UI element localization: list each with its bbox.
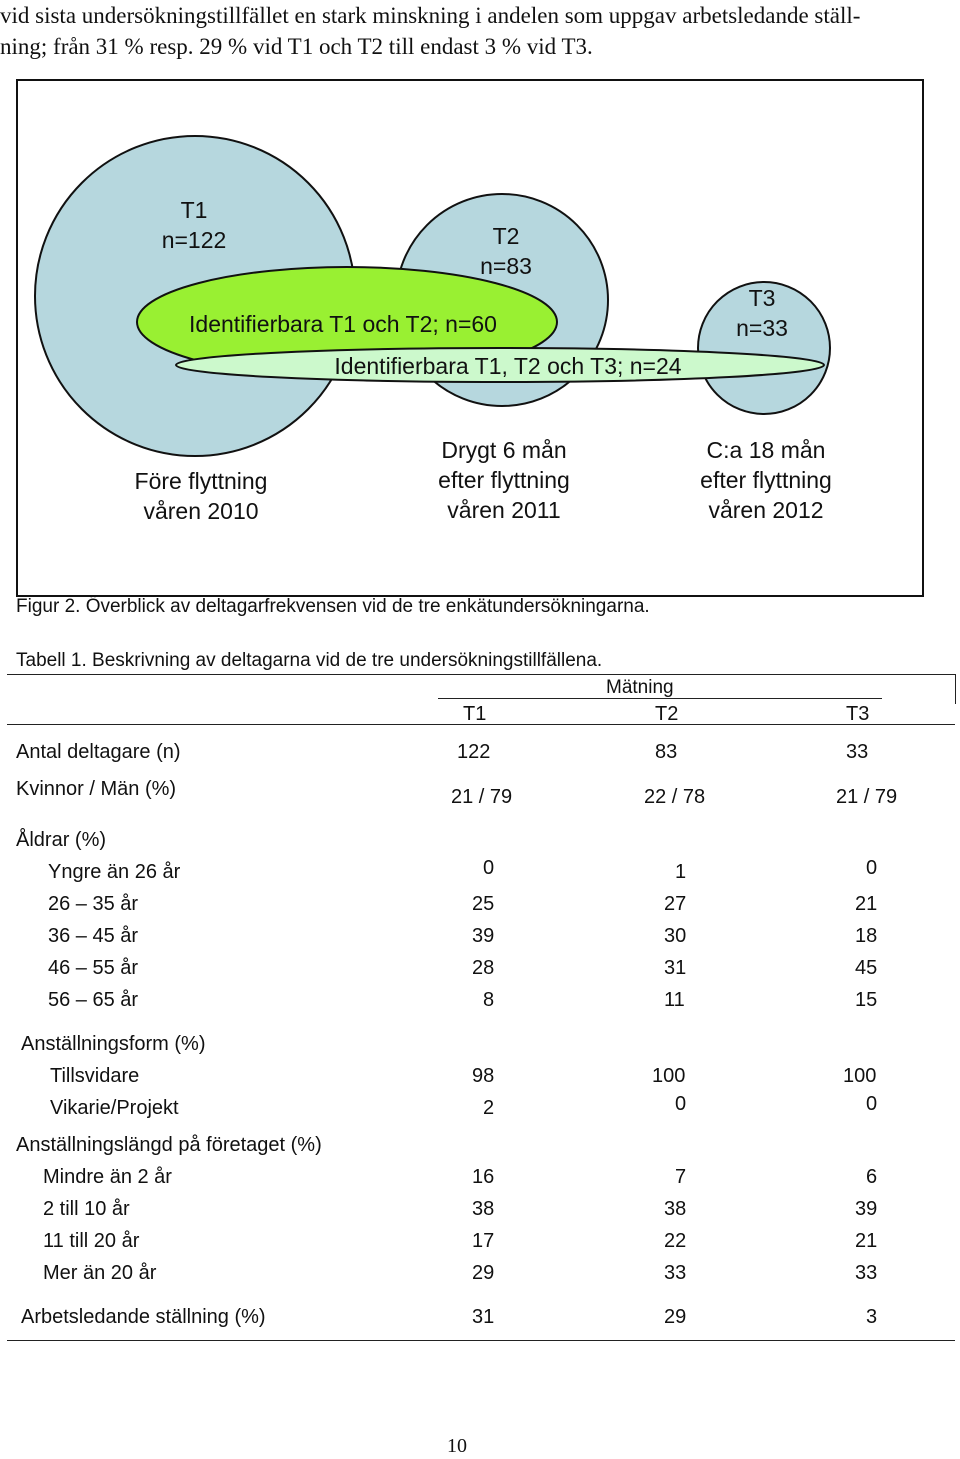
timepoint-t3-line1: C:a 18 mån — [706, 437, 826, 463]
table-caption: Tabell 1. Beskrivning av deltagarna vid de tre undersökningstillfällena. — [16, 650, 603, 671]
col-header-t2: T2 — [655, 703, 679, 725]
t2-label: T2 — [492, 223, 520, 249]
cell-t3: 21 — [855, 1230, 878, 1252]
table-bottom-rule — [7, 1340, 955, 1341]
t1-n: n=122 — [161, 227, 227, 253]
table-top-rule — [7, 674, 955, 675]
cell-t1: 29 — [472, 1262, 495, 1284]
overlap-t1-t2-label: Identifierbara T1 och T2; n=60 — [189, 311, 497, 337]
timepoint-t2-line3: våren 2011 — [447, 497, 561, 523]
cell-t3: 21 / 79 — [836, 786, 898, 808]
cell-t2: 7 — [675, 1166, 687, 1188]
cell-t1: 38 — [472, 1198, 495, 1220]
cell-t2: 100 — [652, 1065, 686, 1087]
cell-t1: 17 — [472, 1230, 495, 1252]
timepoint-t3 — [700, 437, 832, 523]
intro-paragraph — [0, 0, 960, 62]
cell-t2: 83 — [655, 741, 678, 763]
cell-t3: 100 — [843, 1065, 877, 1087]
cell-t2: 31 — [664, 957, 687, 979]
cell-t1: 2 — [483, 1097, 495, 1119]
cell-t1: 122 — [457, 741, 491, 763]
row-label: Yngre än 26 år — [48, 861, 181, 883]
intro-line-2: ning; från 31 % resp. 29 % vid T1 och T2 till endast 3 % vid T3. — [0, 34, 593, 59]
t3-n: n=33 — [736, 315, 788, 341]
cell-t2: 38 — [664, 1198, 687, 1220]
timepoint-t1-line1: Före flyttning — [134, 468, 268, 494]
cell-t3: 3 — [866, 1306, 878, 1328]
cell-t1: 98 — [472, 1065, 495, 1087]
cell-t3: 33 — [855, 1262, 878, 1284]
row-label: Kvinnor / Män (%) — [16, 778, 177, 800]
row-label: Vikarie/Projekt — [50, 1097, 179, 1119]
cell-t2: 22 / 78 — [644, 786, 706, 808]
t3-label: T3 — [748, 285, 776, 311]
participation-figure — [0, 60, 960, 600]
cell-t3: 33 — [846, 741, 869, 763]
intro-line-1: vid sista undersökningstillfället en stark minskning i andelen som uppgav arbetsledande ställ- — [0, 3, 861, 28]
cell-t2: 22 — [664, 1230, 687, 1252]
section-heading-tenure: Anställningslängd på företaget (%) — [16, 1134, 322, 1156]
timepoint-t2-line2: efter flyttning — [438, 467, 570, 493]
group-header-rule — [438, 698, 882, 699]
cell-t2: 29 — [664, 1306, 687, 1328]
cell-t2: 27 — [664, 893, 687, 915]
cell-t2: 1 — [675, 861, 687, 883]
cell-t3: 21 — [855, 893, 878, 915]
row-label: 26 – 35 år — [48, 893, 139, 915]
cell-t2: 33 — [664, 1262, 687, 1284]
col-header-t1: T1 — [463, 703, 487, 725]
row-label: 46 – 55 år — [48, 957, 139, 979]
cell-t1: 31 — [472, 1306, 495, 1328]
cell-t3: 0 — [866, 1093, 878, 1115]
t2-n: n=83 — [480, 253, 532, 279]
header-bottom-rule — [7, 724, 955, 725]
cell-t3: 15 — [855, 989, 878, 1011]
row-label: 36 – 45 år — [48, 925, 139, 947]
cell-t3: 6 — [866, 1166, 878, 1188]
cell-t3: 45 — [855, 957, 878, 979]
cell-t1: 39 — [472, 925, 495, 947]
timepoint-t3-line3: våren 2012 — [708, 497, 824, 523]
row-label: Antal deltagare (n) — [16, 741, 181, 763]
row-label: 11 till 20 år — [43, 1230, 140, 1252]
cell-t1: 28 — [472, 957, 495, 979]
cell-t2: 11 — [664, 989, 685, 1011]
cell-t3: 0 — [866, 857, 878, 879]
cell-t1: 0 — [483, 857, 495, 879]
row-label: 2 till 10 år — [43, 1198, 130, 1220]
cell-t3: 18 — [855, 925, 878, 947]
cell-t1: 25 — [472, 893, 495, 915]
page-number: 10 — [447, 1435, 467, 1457]
row-label: Arbetsledande ställning (%) — [21, 1306, 266, 1328]
timepoint-t3-line2: efter flyttning — [700, 467, 832, 493]
timepoint-t1-line2: våren 2010 — [143, 498, 259, 524]
col-header-t3: T3 — [846, 703, 870, 725]
figure-caption: Figur 2. Överblick av deltagarfrekvensen vid de tre enkätundersökningarna. — [16, 596, 650, 617]
row-label: Tillsvidare — [50, 1065, 140, 1087]
timepoint-t2 — [438, 437, 570, 523]
row-label: Mindre än 2 år — [43, 1166, 172, 1188]
cell-t3: 39 — [855, 1198, 878, 1220]
cell-t1: 16 — [472, 1166, 495, 1188]
section-heading-age: Åldrar (%) — [16, 829, 107, 851]
row-label: Mer än 20 år — [43, 1262, 157, 1284]
table-group-header: Mätning — [606, 677, 674, 698]
t1-label: T1 — [180, 197, 208, 223]
row-label: 56 – 65 år — [48, 989, 139, 1011]
section-heading-employment: Anställningsform (%) — [21, 1033, 206, 1055]
cell-t2: 30 — [664, 925, 687, 947]
timepoint-t2-line1: Drygt 6 mån — [441, 437, 567, 463]
cell-t1: 8 — [483, 989, 495, 1011]
overlap-all-label: Identifierbara T1, T2 och T3; n=24 — [334, 353, 682, 379]
cell-t1: 21 / 79 — [451, 786, 513, 808]
cell-t2: 0 — [675, 1093, 687, 1115]
table-side-rule — [955, 674, 956, 704]
